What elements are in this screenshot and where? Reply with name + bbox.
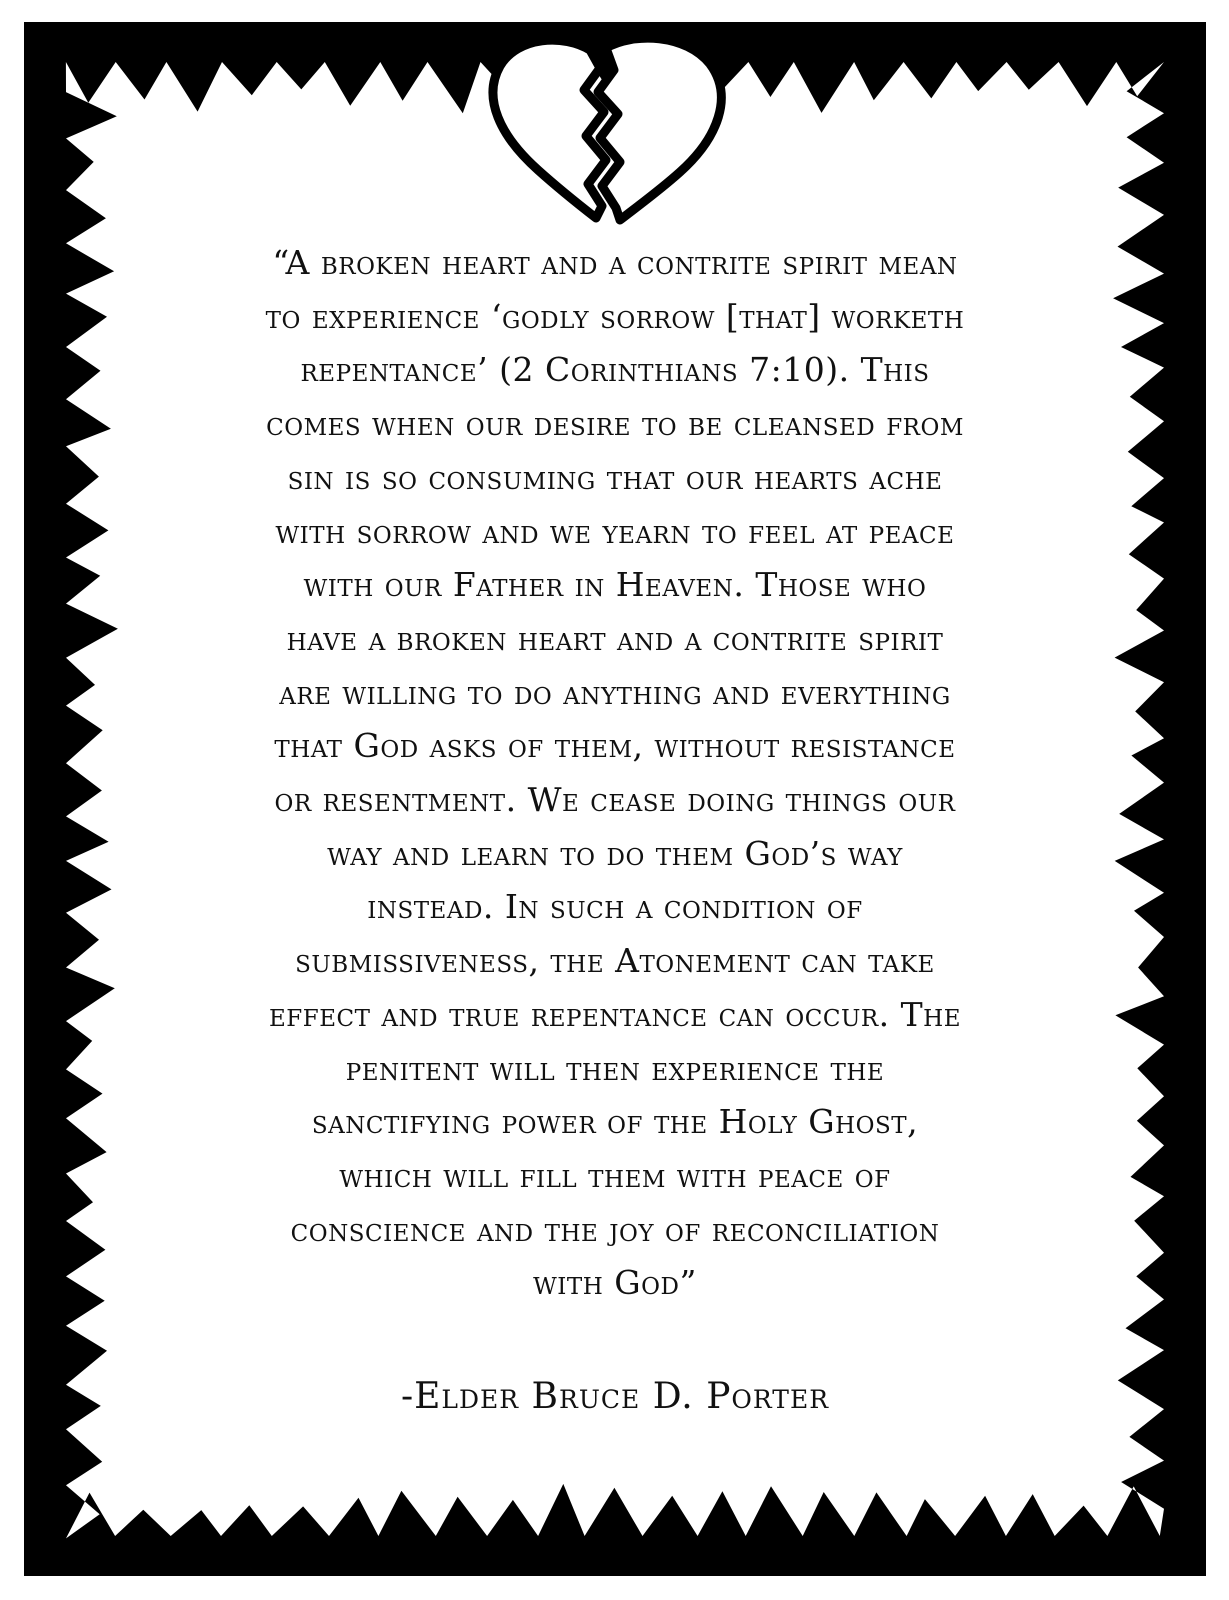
quote-line: sin is so consuming that our hearts ache	[287, 457, 943, 497]
quote-line: sanctifying power of the Holy Ghost,	[311, 1102, 919, 1142]
quote-line: conscience and the joy of reconciliation	[290, 1209, 940, 1249]
quote-line: to experience ‘godly sorrow [that] worketh	[265, 296, 965, 336]
quote-line: submissiveness, the Atonement can take	[295, 941, 935, 981]
quote-line: comes when our desire to be cleansed from	[266, 404, 964, 444]
quote-line: repentance’ (2 Corinthians 7:10). This	[300, 350, 930, 390]
quote-line: have a broken heart and a contrite spirit	[286, 618, 944, 658]
quote-line: or resentment. We cease doing things our	[274, 780, 956, 820]
broken-heart-icon	[478, 36, 748, 226]
heart-right-half	[598, 38, 721, 220]
quote-line: that God asks of them, without resistance	[274, 726, 956, 766]
quote-line: with God”	[533, 1263, 697, 1303]
quote-line: with our Father in Heaven. Those who	[303, 565, 927, 605]
quote-attribution: -Elder Bruce D. Porter	[400, 1376, 830, 1417]
quote-text	[110, 236, 1120, 1310]
quote-line: instead. In such a condition of	[367, 887, 863, 927]
heart-left-half	[493, 40, 606, 218]
quote-line: “A broken heart and a contrite spirit mean	[272, 243, 958, 282]
quote-line: which will fill them with peace of	[339, 1155, 891, 1195]
quote-line: penitent will then experience the	[345, 1048, 885, 1088]
quote-line: are willing to do anything and everything	[279, 672, 951, 712]
quote-line: effect and true repentance can occur. The	[268, 994, 962, 1034]
quote-line: with sorrow and we yearn to feel at peace	[275, 511, 955, 551]
quote-line: way and learn to do them God’s way	[327, 833, 903, 873]
